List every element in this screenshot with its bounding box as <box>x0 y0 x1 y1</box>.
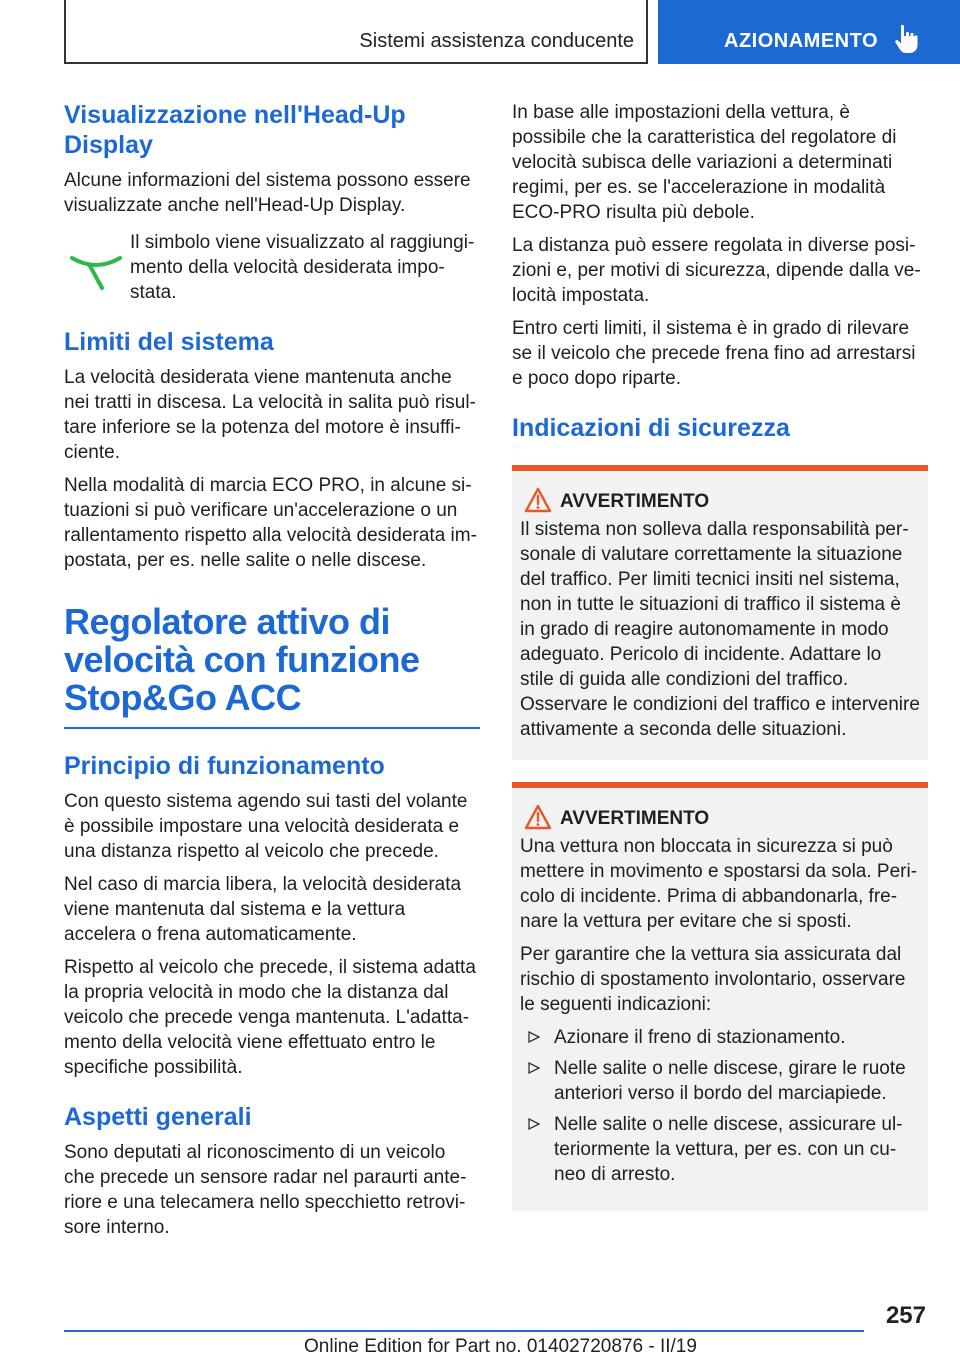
paragraph-principle-1: Con questo sistema agendo sui tasti del volante è possibile impostare una velocità desiderata e una distanza rispetto al veicolo che precede. <box>64 791 468 862</box>
section-title: Sistemi assistenza conducente <box>359 30 634 52</box>
paragraph-right-1: In base alle impostazioni della vettura, è possibile che la caratteristica del regolatore di velocità subisca delle variazioni a determinati regimi, per es. se l'accelerazione in modalità ECO-PRO risulta più debole. <box>512 102 897 223</box>
chapter-tab-label: AZIONAMENTO <box>724 30 879 52</box>
heading-principle: Principio di funzionamento <box>64 752 385 780</box>
page-number: 257 <box>885 1302 926 1329</box>
paragraph-principle-2: Nel caso di marcia libera, la velocità desiderata viene mantenuta dal sistema e la vettura accelera o frena automaticamente. <box>64 874 462 945</box>
paragraph-right-2: La distanza può essere regolata in diverse posizioni e, per motivi di sicurezza, dipende dalla velocità impostata. <box>512 235 921 306</box>
bullet-list <box>520 1025 920 1187</box>
heading-system-limits: Limiti del sistema <box>64 328 274 356</box>
header-section-box <box>64 0 648 64</box>
list-item <box>520 1025 920 1050</box>
hand-pointer-icon <box>894 24 920 54</box>
triangle-bullet-icon <box>528 1031 540 1043</box>
list-item <box>520 1056 920 1106</box>
list-item-text: Nelle salite o nelle discese, girare le ruote anteriori verso il bordo del marciapiede. <box>554 1058 906 1104</box>
list-item-text: Azionare il freno di stazionamento. <box>554 1027 846 1048</box>
warning-box-2 <box>512 782 928 1211</box>
right-column <box>512 100 928 1211</box>
warning-box-1 <box>512 465 928 760</box>
warning-triangle-icon <box>524 804 552 830</box>
paragraph-principle-3: Rispetto al veicolo che precede, il sistema adatta la propria velocità in modo che la distanza dal veicolo che precede venga mantenuta. L'adattamento della velocità viene effettuato entro le specifiche possibilità. <box>64 957 476 1078</box>
triangle-bullet-icon <box>528 1118 540 1130</box>
paragraph-hud: Alcune informazioni del sistema possono essere visualizzate anche nell'Head-Up Display. <box>64 170 471 216</box>
paragraph-limits-1: La velocità desiderata viene mantenuta anche nei tratti in discesa. La velocità in salita può risultare inferiore se la potenza del motore è insufficiente. <box>64 367 476 463</box>
paragraph-general: Sono deputati al riconoscimento di un veicolo che precede un sensore radar nel paraurti anteriore e una telecamera nello specchietto retrovisore interno. <box>64 1142 467 1238</box>
left-column <box>64 100 480 1240</box>
warning-text-1: Una vettura non bloccata in sicurezza si può mettere in movimento e spostarsi da sola. Pericolo di incidente. Prima di abbandonarla, frenare la vettura per evitare che si sposti. <box>520 836 918 932</box>
heading-acc: Regolatore attivo di velocità con funzione Stop&Go ACC <box>64 601 420 718</box>
list-item-text: Nelle salite o nelle discese, assicurare ulteriormente la vettura, per es. con un cuneo di arresto. <box>554 1114 903 1185</box>
chapter-tab[interactable] <box>658 0 960 64</box>
paragraph-right-3: Entro certi limiti, il sistema è in grado di rilevare se il veicolo che precede frena fino ad arrestarsi e poco dopo riparte. <box>512 318 916 389</box>
heading-safety: Indicazioni di sicurezza <box>512 414 790 442</box>
list-item <box>520 1112 920 1187</box>
symbol-note <box>64 230 480 305</box>
heading-head-up-display: Visualizzazione nell'Head-Up Display <box>64 101 406 159</box>
symbol-description: Il simbolo viene visualizzato al raggiungimento della velocità desiderata impostata. <box>130 232 475 303</box>
warning-triangle-icon <box>524 487 552 513</box>
triangle-bullet-icon <box>528 1062 540 1074</box>
paragraph-limits-2: Nella modalità di marcia ECO PRO, in alcune situazioni si può verificare un'accelerazione o un rallentamento rispetto alla velocità desiderata impostata, per es. nelle salite o nelle discese. <box>64 475 477 571</box>
speed-reached-icon <box>68 246 124 292</box>
footer-divider <box>64 1330 864 1332</box>
warning-text: Il sistema non solleva dalla responsabilità personale di valutare correttamente la situazione del traffico. Per limiti tecnici insiti nel sistema, non in tutte le situazioni di traffico il sistema è in grado di reagire autonomamente in modo adeguato. Pericolo di incidente. Adattare lo stile di guida alle condizioni del traffico. Osservare le condizioni del traffico e intervenire attivamente a seconda delle situazioni. <box>520 519 920 740</box>
footer-edition: Online Edition for Part no. 01402720876 - II/19 <box>304 1336 697 1357</box>
heading-general: Aspetti generali <box>64 1103 252 1131</box>
warning-title: AVVERTIMENTO <box>560 491 710 512</box>
warning-text-2: Per garantire che la vettura sia assicurata dal rischio di spostamento involontario, osservare le seguenti indicazioni: <box>520 944 906 1015</box>
warning-title: AVVERTIMENTO <box>560 808 710 829</box>
